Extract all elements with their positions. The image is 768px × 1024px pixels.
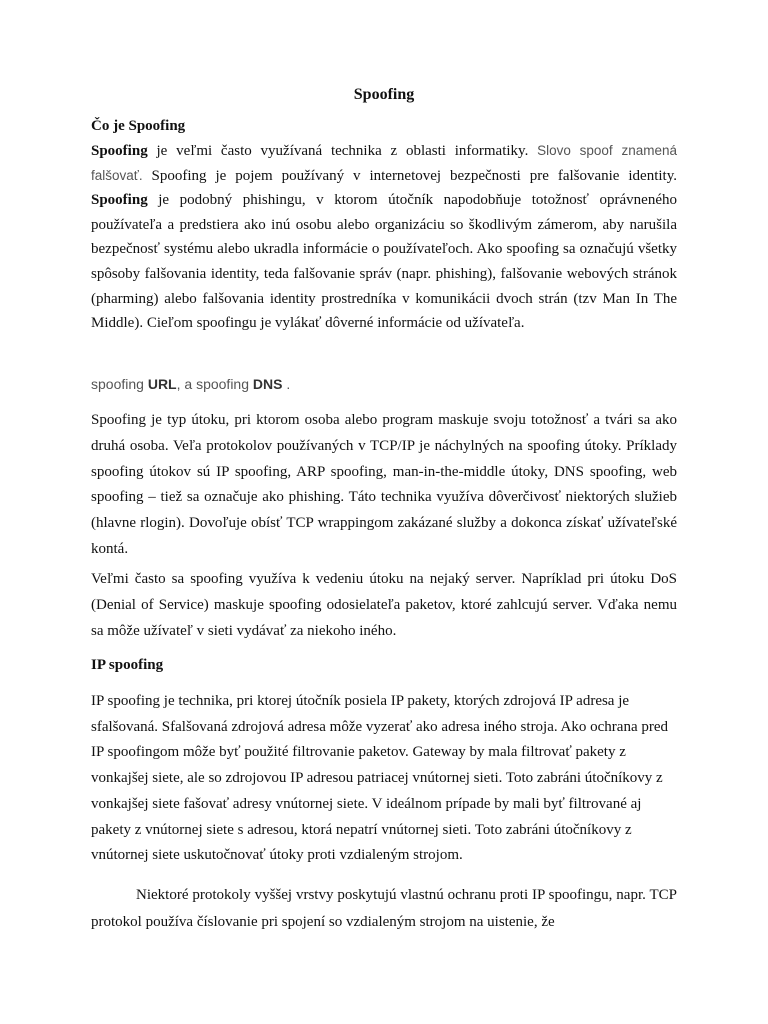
paragraph-protocol-protection: Niektoré protokoly vyššej vrstvy poskytujú vlastnú ochranu proti IP spoofingu, napr. TCP protokol používa číslovanie pri spojení so vzdialeným strojom na uistenie, že — [91, 887, 677, 930]
term-spoofing: Spoofing — [91, 143, 148, 159]
keyword-url: URL — [147, 376, 177, 392]
spoofing-types-line — [91, 376, 290, 392]
paragraph-attack-types: Spoofing je typ útoku, pri ktorom osoba alebo program maskuje svoju totožnosť a tvári sa ako druhá osoba. Veľa protokolov používaných v TCP/IP je náchylných na spoofing útoky. Príklady spoofing útokov sú IP spoofing, ARP spoofing, man-in-the-middle útoky, DNS spoofing, web spoofing – tiež sa označuje ako phishing. Táto technika využíva dôverčivosť niektorých služieb (hlavne rlogin). Dovoľuje obísť TCP wrappingom zakázané služby a dokonca získať užívateľské kontá. — [91, 412, 677, 557]
paragraph-spoofing-definition — [91, 139, 677, 336]
gray-quote: Slovo spoof znamená falšovať. — [91, 143, 677, 183]
document-title: Spoofing — [353, 86, 415, 103]
line-text: . — [282, 376, 291, 392]
keyword-dns: DNS — [252, 376, 283, 392]
paragraph-server-attacks: Veľmi často sa spoofing využíva k vedeniu útoku na nejaký server. Napríklad pri útoku DoS (Denial of Service) maskuje spoofing odosielateľa paketov, ktoré zahlcujú server. Vďaka nemu sa môže užívateľ v sieti vydávať za niekoho iného. — [91, 571, 677, 639]
paragraph-text: Spoofing je pojem používaný v internetovej bezpečnosti pre falšovanie identity. — [142, 167, 677, 184]
term-spoofing: Spoofing — [91, 192, 148, 209]
section-heading-ip-spoofing: IP spoofing — [91, 657, 164, 673]
line-text: spoofing — [91, 376, 148, 392]
paragraph-ip-spoofing: IP spoofing je technika, pri ktorej útočník posiela IP pakety, ktorých zdrojová IP adresa je sfalšovaná. Sfalšovaná zdrojová adresa môže vyzerať ako adresa iného stroja. Ako ochrana pred IP spoofingom môže byť použité filtrovanie paketov. Gateway by mala filtrovať pakety z vonkajšej siete, ale so zdrojovou IP adresou patriacej vnútornej sieti. Toto zabráni útočníkovy z vonkajšej siete fašovať adresy vnútornej siete. V ideálnom prípade by mali byť filtrované aj pakety z vnútornej siete s adresou, ktorá nepatrí vnútornej sieti. Toto zabráni útočníkovy z vnútornej siete uskutočnovať útoky proti vzdialeným strojom. — [91, 693, 669, 864]
paragraph-text: je podobný phishingu, v ktorom útočník napodobňuje totožnosť oprávneného používateľa a predstiera ako inú osobu alebo organizáciu so škodlivým zámerom, aby narušila bezpečnosť systému alebo ukradla informácie o používateľoch. Ako spoofing sa označujú všetky spôsoby falšovania identity, teda falšovanie správ (napr. phishing), falšovanie webových stránok (pharming) alebo falšovania identity prostredníka v komunikácii dvoch strán (tzv Man In The Middle). Cieľom spoofingu je vylákať dôverné informácie od užívateľa. — [91, 192, 677, 332]
line-text: , a spoofing — [176, 376, 253, 392]
paragraph-text: je veľmi často využívaná technika z oblasti informatiky. — [147, 143, 538, 159]
section-heading-what-is-spoofing: Čo je Spoofing — [91, 118, 186, 134]
